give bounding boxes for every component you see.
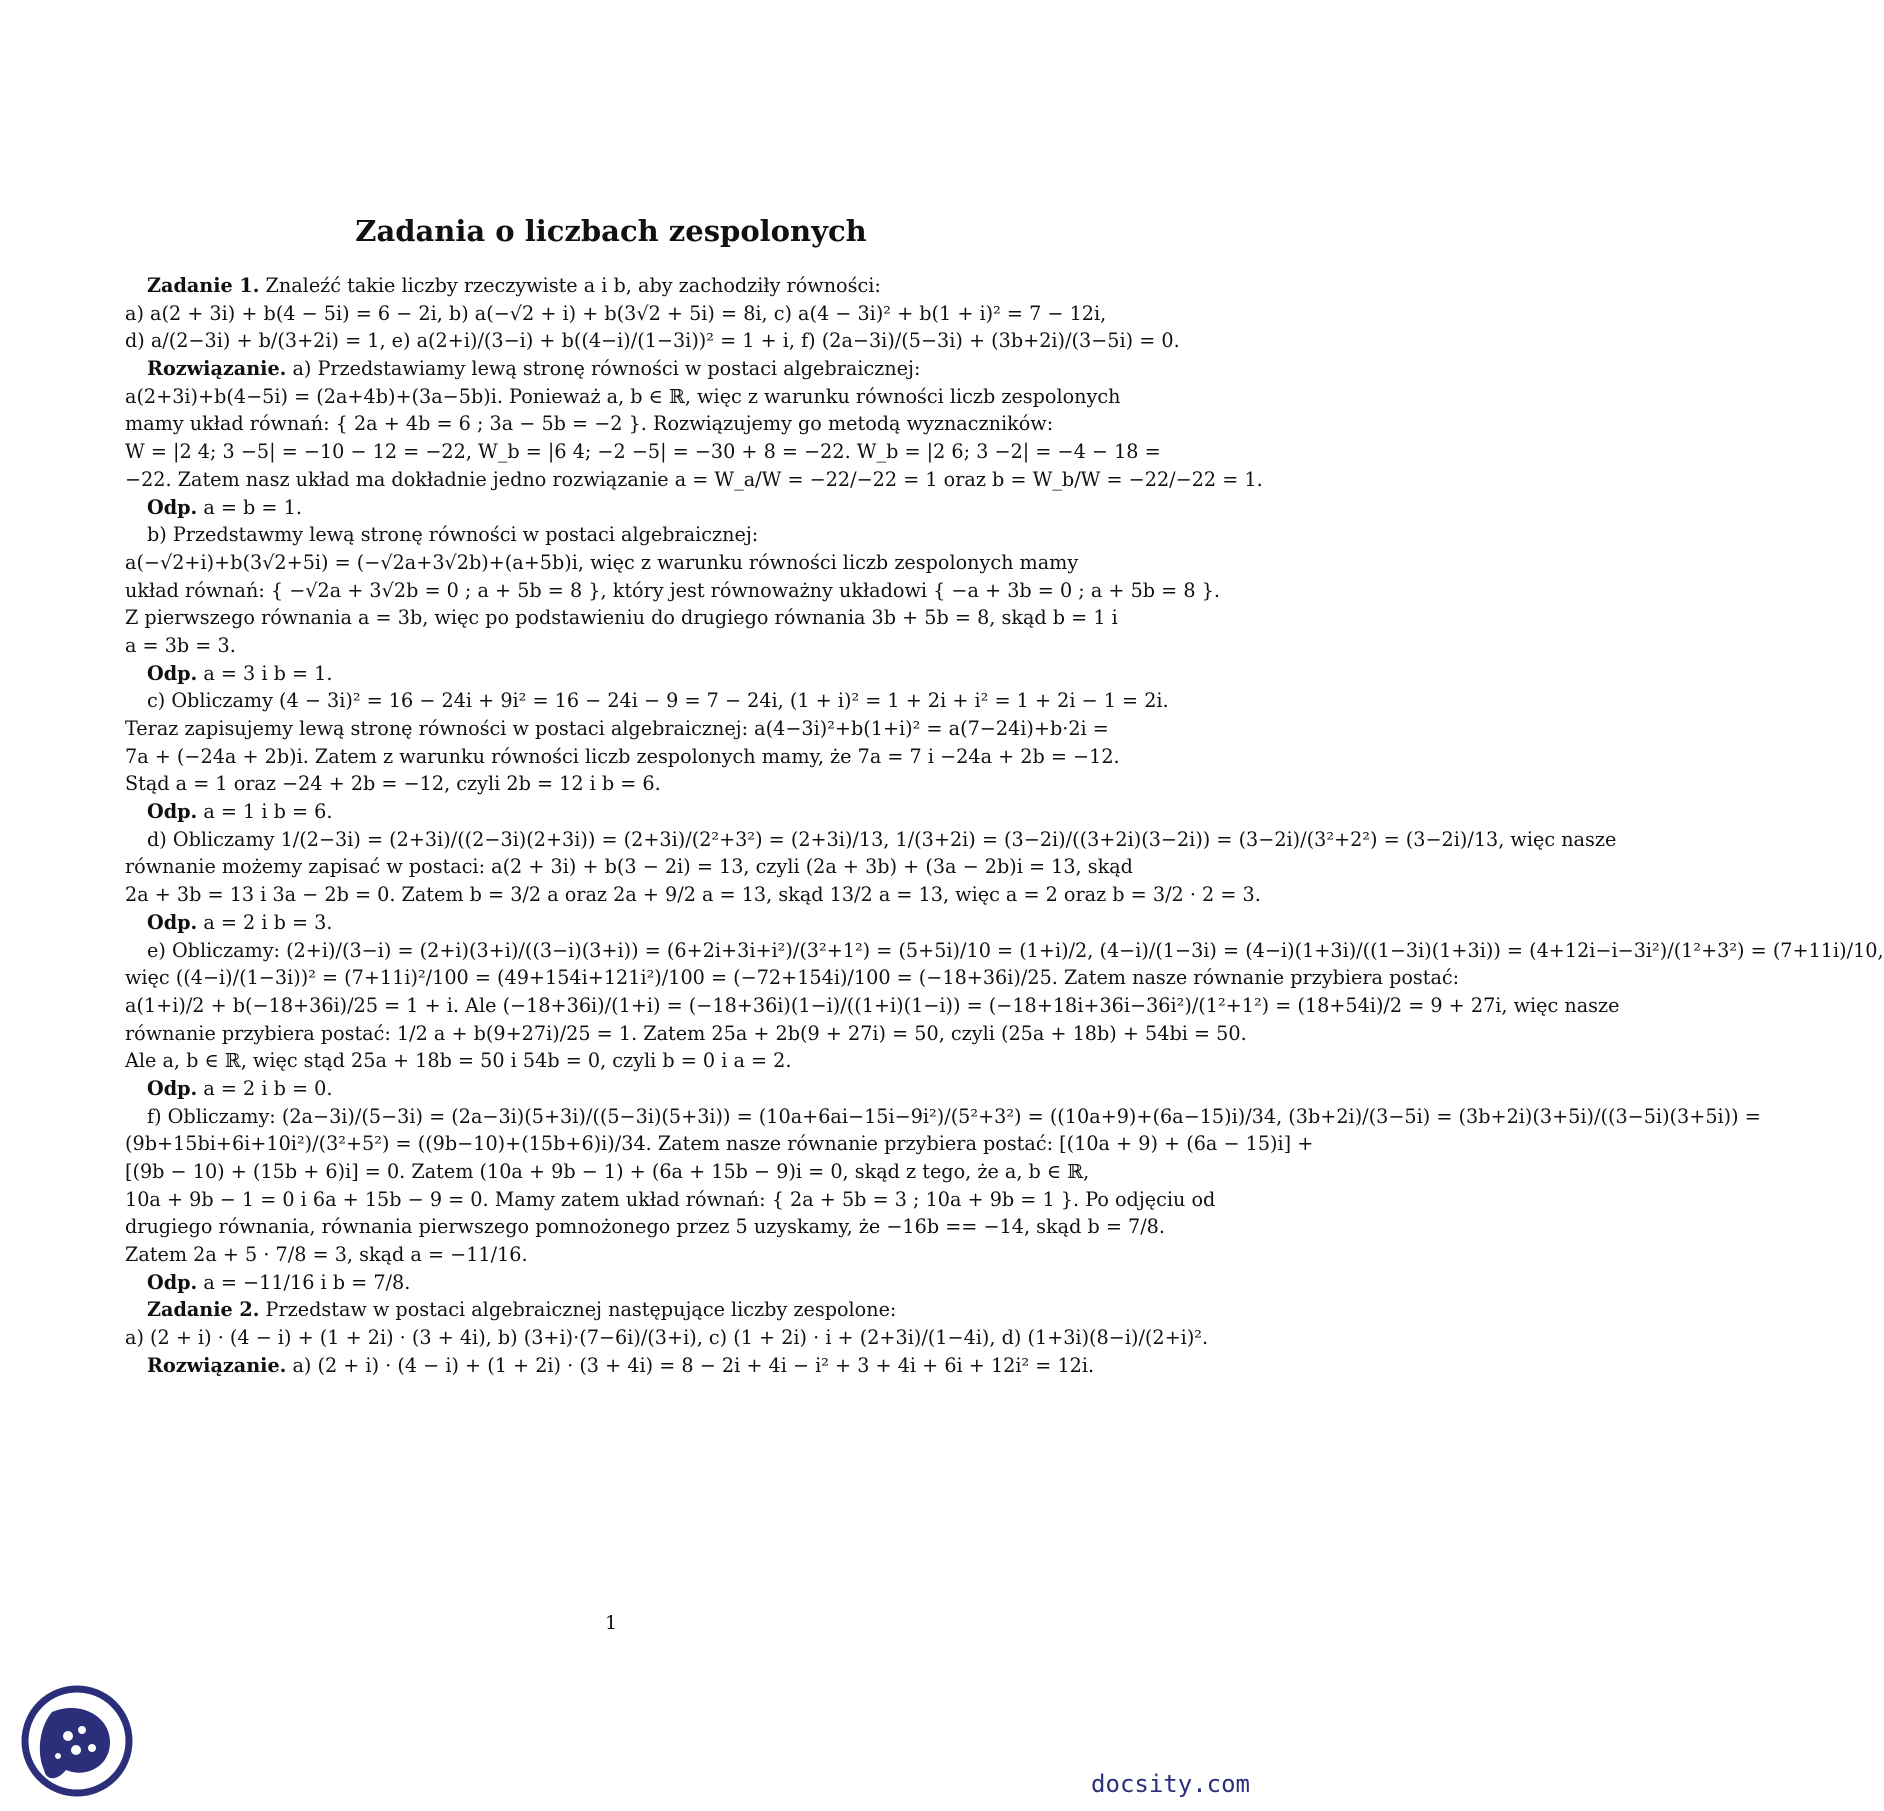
line-text: a) a(2 + 3i) + b(4 − 5i) = 6 − 2i, b) a(−√2 + i) + b(3√2 + 5i) = 8i, c) a(4 − 3i)² + b(1 + i)² = 7 − 12i, — [125, 301, 1107, 325]
line-text: 7a + (−24a + 2b)i. Zatem z warunku równości liczb zespolonych mamy, że 7a = 7 i −24a + 2b = −12. — [125, 744, 1120, 768]
docsity-watermark[interactable]: docsity.com — [1091, 1770, 1250, 1798]
line-text: równanie możemy zapisać w postaci: a(2 + 3i) + b(3 − 2i) = 13, czyli (2a + 3b) + (3a − 2b)i = 13, skąd — [125, 855, 1133, 879]
line-text: (9b+15bi+6i+10i²)/(3²+5²) = ((9b−10)+(15b+6)i)/34. Zatem nasze równanie przybiera postać: [(10a + 9) + (6a − 15)i] + — [125, 1132, 1314, 1156]
document-title: Zadania o liczbach zespolonych — [355, 214, 867, 248]
line-text: układ równań: { −√2a + 3√2b = 0 ; a + 5b = 8 }, który jest równoważny układowi { −a + 3b = 0 ; a + 5b = 8 }. — [125, 578, 1220, 602]
line-text: 2a + 3b = 13 i 3a − 2b = 0. Zatem b = 3/2 a oraz 2a + 9/2 a = 13, skąd 13/2 a = 13, więc a = 2 oraz b = 3/2 · 2 = 3. — [125, 883, 1261, 907]
text-line — [125, 1296, 1097, 1324]
docsity-logo-icon — [22, 1686, 132, 1796]
line-text: a) Przedstawiamy lewą stronę równości w postaci algebraicznej: — [286, 357, 921, 381]
text-line — [125, 466, 1263, 494]
line-text: Stąd a = 1 oraz −24 + 2b = −12, czyli 2b = 12 i b = 6. — [125, 772, 661, 796]
line-text: Znaleźć takie liczby rzeczywiste a i b, aby zachodziły równości: — [259, 274, 881, 297]
text-line — [125, 1352, 1097, 1380]
text-line — [125, 1130, 1314, 1158]
text-line — [125, 1241, 1097, 1269]
line-text: f) Obliczamy: (2a−3i)/(5−3i) = (2a−3i)(5+3i)/((5−3i)(5+3i)) = (10a+6ai−15i−9i²)/(5²+3²) = ((10a+9)+(6a−15)i)/34, (3b+2i)/(3−5i) = (3b+2i)(3+5i)/((3−5i)(3+5i)) = — [147, 1104, 1761, 1128]
line-text: a = 1 i b = 6. — [197, 800, 333, 824]
line-text: a(1+i)/2 + b(−18+36i)/25 = 1 + i. Ale (−18+36i)/(1+i) = (−18+36i)(1−i)/((1+i)(1−i)) = (−18+18i+36i−36i²)/(1²+1²) = (18+54i)/2 = 9 + 27i, więc nasze — [125, 993, 1620, 1017]
text-line — [125, 1186, 1216, 1214]
text-line — [125, 1158, 1097, 1186]
text-line — [125, 577, 1220, 605]
text-line — [125, 355, 1097, 383]
text-line — [125, 300, 1107, 328]
line-text: 10a + 9b − 1 = 0 i 6a + 15b − 9 = 0. Mamy zatem układ równań: { 2a + 5b = 3 ; 10a + 9b = 1 }. Po odjęciu od — [125, 1187, 1216, 1211]
text-line — [125, 1103, 1761, 1131]
line-text: [(9b − 10) + (15b + 6)i] = 0. Zatem (10a + 9b − 1) + (6a + 15b − 9)i = 0, skąd z tego, że a, b ∈ ℝ, — [125, 1160, 1090, 1183]
line-text: mamy układ równań: { 2a + 4b = 6 ; 3a − 5b = −2 }. Rozwiązujemy go metodą wyznaczników: — [125, 412, 1054, 436]
bold-label: Zadanie 1. — [147, 274, 260, 297]
text-line — [125, 770, 1097, 798]
text-line — [125, 604, 1118, 632]
bold-label: Rozwiązanie. — [147, 1353, 287, 1377]
bold-label: Odp. — [147, 495, 198, 519]
text-line — [125, 272, 1097, 300]
text-line — [125, 327, 1180, 355]
bold-label: Zadanie 2. — [147, 1298, 260, 1322]
text-line — [125, 521, 1097, 549]
text-line — [125, 1075, 1097, 1103]
bold-label: Odp. — [147, 1076, 198, 1100]
line-text: a(−√2+i)+b(3√2+5i) = (−√2a+3√2b)+(a+5b)i, więc z warunku równości liczb zespolonych mamy — [125, 550, 1079, 574]
text-line — [125, 438, 1161, 466]
text-line — [125, 853, 1133, 881]
text-line — [125, 1020, 1247, 1048]
text-line — [125, 964, 1460, 992]
line-text: d) Obliczamy 1/(2−3i) = (2+3i)/((2−3i)(2+3i)) = (2+3i)/(2²+3²) = (2+3i)/13, 1/(3+2i) = (3−2i)/((3+2i)(3−2i)) = (3−2i)/(3²+2²) = (3−2i)/13, więc nasze — [147, 827, 1617, 851]
page-number: 1 — [604, 1612, 618, 1634]
line-text: a = 2 i b = 3. — [197, 910, 333, 934]
line-text: Przedstaw w postaci algebraicznej następujące liczby zespolone: — [259, 1298, 897, 1322]
line-text: W = |2 4; 3 −5| = −10 − 12 = −22, W_b = |6 4; −2 −5| = −30 + 8 = −22. W_b = |2 6; 3 −2| = −4 − 18 = — [125, 440, 1161, 464]
line-text: c) Obliczamy (4 − 3i)² = 16 − 24i + 9i² = 16 − 24i − 9 = 7 − 24i, (1 + i)² = 1 + 2i + i² = 1 + 2i − 1 = 2i. — [147, 689, 1169, 713]
bold-label: Odp. — [147, 910, 198, 934]
text-line — [125, 1047, 1097, 1075]
text-line — [125, 660, 1097, 688]
text-line — [125, 798, 1097, 826]
line-text: a = 3b = 3. — [125, 633, 236, 657]
line-text: −22. Zatem nasz układ ma dokładnie jedno rozwiązanie a = W_a/W = −22/−22 = 1 oraz b = W_b/W = −22/−22 = 1. — [125, 467, 1263, 491]
bold-label: Odp. — [147, 800, 198, 824]
text-line — [125, 909, 1097, 937]
line-text: a = −11/16 i b = 7/8. — [197, 1270, 411, 1294]
bold-label: Rozwiązanie. — [147, 357, 287, 381]
line-text: a = 3 i b = 1. — [197, 661, 333, 685]
line-text: więc ((4−i)/(1−3i))² = (7+11i)²/100 = (49+154i+121i²)/100 = (−72+154i)/100 = (−18+36i)/25. Zatem nasze równanie przybiera postać: — [125, 966, 1460, 990]
bold-label: Odp. — [147, 661, 198, 685]
text-line — [125, 743, 1120, 771]
document-body — [125, 272, 1884, 1380]
line-text: a(2+3i)+b(4−5i) = (2a+4b)+(3a−5b)i. Ponieważ a, b ∈ ℝ, więc z warunku równości liczb zespolonych — [125, 384, 1121, 408]
line-text: Teraz zapisujemy lewą stronę równości w postaci algebraicznej: a(4−3i)²+b(1+i)² = a(7−24i)+b·2i = — [125, 717, 1109, 740]
line-text: Ale a, b ∈ ℝ, więc stąd 25a + 18b = 50 i 54b = 0, czyli b = 0 i a = 2. — [125, 1049, 792, 1073]
text-line — [125, 383, 1121, 411]
line-text: e) Obliczamy: (2+i)/(3−i) = (2+i)(3+i)/((3−i)(3+i)) = (6+2i+3i+i²)/(3²+1²) = (5+5i)/10 = (1+i)/2, (4−i)/(1−3i) = (4−i)(1+3i)/((1−3i)(1+3i)) = (4+12i−i−3i²)/(1²+3²) = (7+11i)/10, — [147, 938, 1884, 962]
text-line — [125, 687, 1169, 715]
text-line — [125, 715, 1109, 743]
line-text: drugiego równania, równania pierwszego pomnożonego przez 5 uzyskamy, że −16b == −14, skąd b = 7/8. — [125, 1215, 1165, 1239]
line-text: równanie przybiera postać: 1/2 a + b(9+27i)/25 = 1. Zatem 25a + 2b(9 + 27i) = 50, czyli (25a + 18b) + 54bi = 50. — [125, 1021, 1247, 1045]
text-line — [125, 992, 1620, 1020]
text-line — [125, 937, 1884, 965]
text-line — [125, 1269, 1097, 1297]
text-line — [125, 494, 1097, 522]
line-text: a) (2 + i) · (4 − i) + (1 + 2i) · (3 + 4i), b) (3+i)·(7−6i)/(3+i), c) (1 + 2i) · i + (2+3i)/(1−4i), d) (1+3i)(8−i)/(2+i)². — [125, 1326, 1209, 1350]
line-text: a = 2 i b = 0. — [197, 1076, 333, 1100]
line-text: d) a/(2−3i) + b/(3+2i) = 1, e) a(2+i)/(3−i) + b((4−i)/(1−3i))² = 1 + i, f) (2a−3i)/(5−3i) + (3b+2i)/(3−5i) = 0. — [125, 329, 1180, 353]
line-text: b) Przedstawmy lewą stronę równości w postaci algebraicznej: — [147, 523, 759, 547]
text-line — [125, 881, 1261, 909]
text-line — [125, 410, 1097, 438]
text-line — [125, 1213, 1165, 1241]
line-text: a) (2 + i) · (4 − i) + (1 + 2i) · (3 + 4i) = 8 − 2i + 4i − i² + 3 + 4i + 6i + 12i² = 12i. — [286, 1353, 1095, 1377]
bold-label: Odp. — [147, 1270, 198, 1294]
line-text: Zatem 2a + 5 · 7/8 = 3, skąd a = −11/16. — [125, 1243, 528, 1267]
line-text: Z pierwszego równania a = 3b, więc po podstawieniu do drugiego równania 3b + 5b = 8, skąd b = 1 i — [125, 606, 1118, 630]
text-line — [125, 1324, 1209, 1352]
text-line — [125, 549, 1097, 577]
text-line — [125, 632, 1097, 660]
line-text: a = b = 1. — [197, 495, 302, 519]
text-line — [125, 826, 1617, 854]
